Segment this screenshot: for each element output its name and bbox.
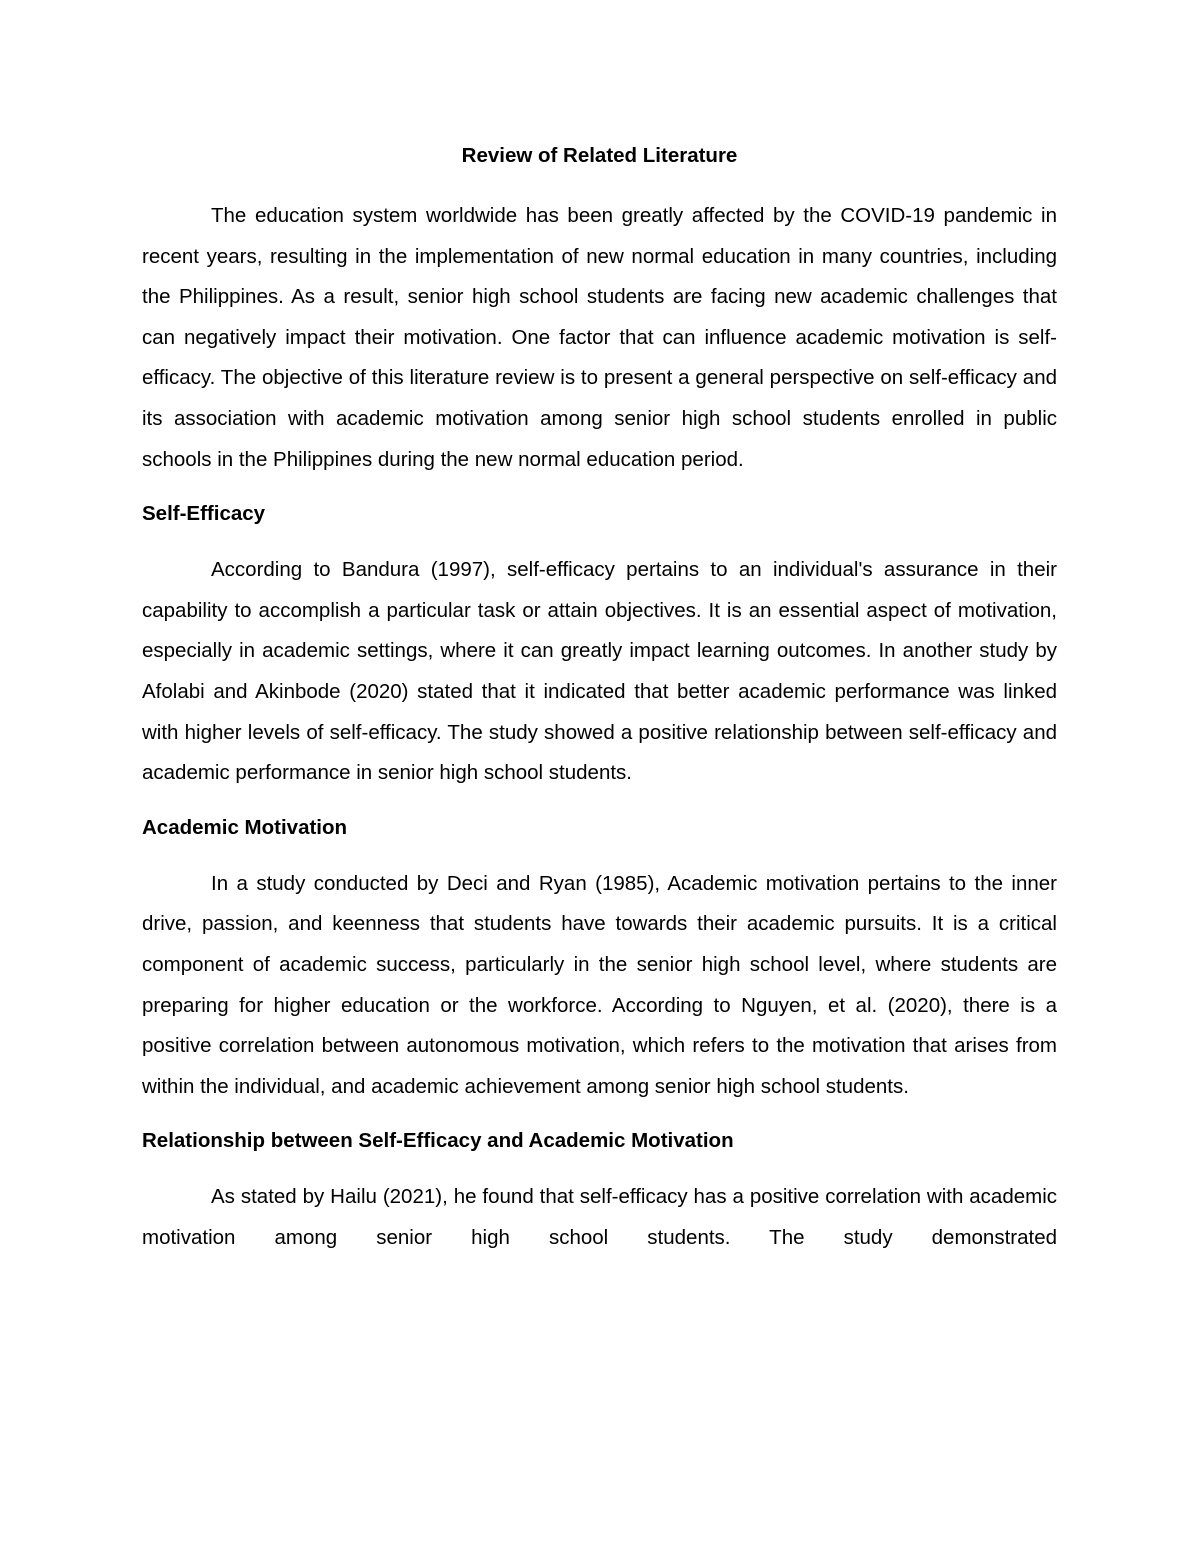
section-paragraph-relationship: As stated by Hailu (2021), he found that self-efficacy has a positive correlation with academic motivation among senior high school students. The study demonstrated (142, 1185, 1057, 1249)
section-heading-academic-motivation: Academic Motivation (142, 815, 348, 839)
section-paragraph-academic-motivation: In a study conducted by Deci and Ryan (1985), Academic motivation pertains to the inner drive, passion, and keenness that students have towards their academic pursuits. It is a critical component of academic success, particularly in the senior high school level, where students are preparing for higher education or the workforce. According to Nguyen, et al. (2020), there is a positive correlation between autonomous motivation, which refers to the motivation that arises from within the individual, and academic achievement among senior high school students. (142, 871, 1057, 1098)
section-heading-relationship: Relationship between Self-Efficacy and Academic Motivation (142, 1129, 734, 1153)
section-heading-self-efficacy: Self-Efficacy (142, 502, 266, 526)
intro-paragraph: The education system worldwide has been greatly affected by the COVID-19 pandemic in recent years, resulting in the implementation of new normal education in many countries, including the Philippines. As a result, senior high school students are facing new academic challenges that can negatively impact their motivation. One factor that can influence academic motivation is self-efficacy. The objective of this literature review is to present a general perspective on self-efficacy and its association with academic motivation among senior high school students enrolled in public schools in the Philippines during the new normal education period. (142, 204, 1057, 471)
section-paragraph-self-efficacy: According to Bandura (1997), self-efficacy pertains to an individual's assurance in their capability to accomplish a particular task or attain objectives. It is an essential aspect of motivation, especially in academic settings, where it can greatly impact learning outcomes. In another study by Afolabi and Akinbode (2020) stated that it indicated that better academic performance was linked with higher levels of self-efficacy. The study showed a positive relationship between self-efficacy and academic performance in senior high school students. (142, 558, 1057, 785)
document-page (142, 138, 1057, 1258)
document-title: Review of Related Literature (461, 144, 738, 167)
